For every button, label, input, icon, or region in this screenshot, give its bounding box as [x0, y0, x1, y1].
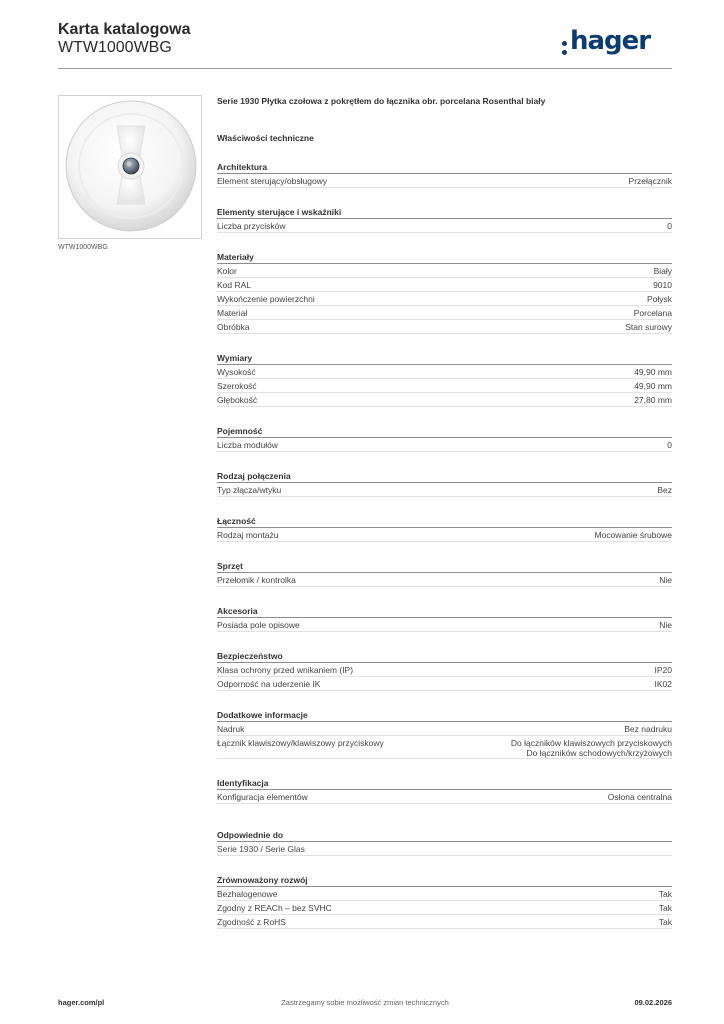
- spec-value: [659, 889, 672, 899]
- section-title: Odpowiednie do: [217, 829, 672, 842]
- spec-section: [217, 777, 672, 804]
- spec-row: [217, 292, 672, 306]
- spec-label: Przełomik / kontrolka: [217, 575, 296, 585]
- spec-value-line: Biały: [653, 266, 672, 276]
- footer-date: 09.02.2026: [634, 998, 672, 1007]
- spec-label: Głębokość: [217, 395, 258, 405]
- spec-label: Zgodność z RoHS: [217, 917, 286, 927]
- spec-value: [659, 620, 672, 630]
- spec-label: Szerokość: [217, 381, 257, 391]
- section-title: Identyfikacja: [217, 777, 672, 790]
- spec-value-line: 27,80 mm: [634, 395, 672, 405]
- spec-value: [653, 280, 672, 290]
- spec-label: Materiał: [217, 308, 248, 318]
- spec-value: [659, 575, 672, 585]
- product-image: [58, 95, 202, 239]
- spec-label: Łącznik klawiszowy/klawiszowy przyciskowy: [217, 738, 384, 748]
- spec-value-line: Połysk: [646, 294, 672, 304]
- spec-value-line: 49,90 mm: [634, 381, 672, 391]
- spec-value: [667, 221, 672, 231]
- spec-section: [217, 874, 672, 929]
- spec-row: [217, 483, 672, 497]
- spec-value-line: 9010: [653, 280, 672, 290]
- spec-value: [659, 917, 672, 927]
- spec-row: [217, 677, 672, 691]
- spec-section: [217, 206, 672, 233]
- spec-value-line: Nie: [659, 575, 672, 585]
- logo-dots-icon: [562, 39, 567, 56]
- spec-row: [217, 320, 672, 334]
- rotary-switch-plate-icon: [59, 96, 201, 238]
- section-title: Akcesoria: [217, 605, 672, 618]
- section-title: Bezpieczeństwo: [217, 650, 672, 663]
- spec-row: [217, 722, 672, 736]
- spec-section: [217, 352, 672, 407]
- section-title: Materiały: [217, 251, 672, 264]
- product-code: WTW1000WBG: [58, 39, 172, 56]
- spec-section: [217, 829, 672, 856]
- product-description: Serie 1930 Płytka czołowa z pokrętłem do łącznika obr. porcelana Rosenthal biały: [217, 96, 546, 106]
- section-title: Dodatkowe informacje: [217, 709, 672, 722]
- spec-value-line: Stan surowy: [625, 322, 672, 332]
- spec-row: [217, 842, 672, 856]
- spec-value-line: Do łączników schodowych/krzyżowych: [526, 748, 672, 758]
- spec-row: [217, 573, 672, 587]
- spec-value-line: 0: [667, 440, 672, 450]
- spec-row: [217, 306, 672, 320]
- spec-label: Rodzaj montażu: [217, 530, 279, 540]
- spec-section: [217, 251, 672, 334]
- spec-value-line: IK02: [654, 679, 672, 689]
- spec-row: [217, 379, 672, 393]
- spec-label: Odporność na uderzenie IK: [217, 679, 321, 689]
- spec-value: [654, 266, 672, 276]
- spec-section: [217, 515, 672, 542]
- spec-label: Obróbka: [217, 322, 250, 332]
- spec-row: [217, 618, 672, 632]
- spec-section: [217, 161, 672, 188]
- spec-row: [217, 264, 672, 278]
- spec-value: [595, 530, 672, 540]
- spec-value-line: IP20: [654, 665, 672, 675]
- spec-section: [217, 425, 672, 452]
- spec-value: [655, 665, 673, 675]
- spec-value-line: Przełącznik: [628, 176, 672, 186]
- spec-value-line: Nie: [659, 620, 672, 630]
- spec-value-line: Osłona centralna: [607, 792, 672, 802]
- spec-value-line: Bez nadruku: [624, 724, 672, 734]
- spec-row: [217, 278, 672, 292]
- spec-row: [217, 663, 672, 677]
- spec-sections: [217, 161, 672, 929]
- footer-website-link[interactable]: hager.com/pl: [58, 998, 105, 1007]
- spec-row: [217, 736, 672, 759]
- spec-row: [217, 365, 672, 379]
- spec-value: [634, 395, 672, 405]
- spec-section: [217, 650, 672, 691]
- spec-label: Posiada pole opisowe: [217, 620, 300, 630]
- spec-section: [217, 560, 672, 587]
- spec-value: [511, 738, 672, 758]
- spec-value: [629, 176, 672, 186]
- spec-row: [217, 887, 672, 901]
- specs-content: [217, 96, 672, 929]
- section-title: Wymiary: [217, 352, 672, 365]
- spec-label: Kod RAL: [217, 280, 252, 290]
- spec-value: [667, 440, 672, 450]
- spec-row: [217, 438, 672, 452]
- spec-value-line: Porcelana: [633, 308, 672, 318]
- spec-label: Typ złącza/wtyku: [217, 485, 282, 495]
- spec-value-line: 49,90 mm: [634, 367, 672, 377]
- section-title: Architektura: [217, 161, 672, 174]
- spec-value-line: Tak: [658, 917, 672, 927]
- section-title: Łączność: [217, 515, 672, 528]
- spec-row: [217, 219, 672, 233]
- spec-value: [634, 381, 672, 391]
- spec-value: [624, 724, 672, 734]
- document-title: Karta katalogowa: [58, 21, 191, 38]
- spec-value-line: Do łączników klawiszowych przyciskowych: [510, 738, 672, 748]
- spec-label: Klasa ochrony przed wnikaniem (IP): [217, 665, 354, 675]
- spec-label: Bezhalogenowe: [217, 889, 278, 899]
- spec-value-line: Bez: [657, 485, 672, 495]
- spec-label: Liczba modułów: [217, 440, 278, 450]
- page-header: [58, 20, 672, 69]
- spec-label: Element sterujący/obsługowy: [217, 176, 328, 186]
- spec-section: [217, 470, 672, 497]
- section-title: Zrównoważony rozwój: [217, 874, 672, 887]
- properties-title: Właściwości techniczne: [217, 133, 314, 143]
- spec-section: [217, 605, 672, 632]
- hager-logo: [562, 26, 672, 60]
- spec-row: [217, 528, 672, 542]
- spec-label: Serie 1930 / Serie Glas: [217, 844, 305, 854]
- spec-value: [647, 294, 672, 304]
- spec-value: [657, 485, 672, 495]
- spec-row: [217, 174, 672, 188]
- footer-disclaimer: Zastrzegamy sobie możliwość zmian technicznych: [281, 998, 449, 1007]
- spec-label: Nadruk: [217, 724, 245, 734]
- section-title: Sprzęt: [217, 560, 672, 573]
- spec-row: [217, 915, 672, 929]
- spec-row: [217, 790, 672, 804]
- spec-value: [608, 792, 672, 802]
- spec-row: [217, 901, 672, 915]
- spec-value: [659, 903, 672, 913]
- spec-label: Wysokość: [217, 367, 256, 377]
- section-title: Elementy sterujące i wskaźniki: [217, 206, 672, 219]
- spec-label: Wykończenie powierzchni: [217, 294, 315, 304]
- spec-value-line: 0: [667, 221, 672, 231]
- spec-value: [625, 322, 672, 332]
- spec-label: Konfiguracja elementów: [217, 792, 308, 802]
- spec-label: Zgodny z REACh – bez SVHC: [217, 903, 332, 913]
- spec-label: Kolor: [217, 266, 237, 276]
- spec-value: [655, 679, 673, 689]
- spec-value-line: Tak: [658, 903, 672, 913]
- product-image-caption: WTW1000WBG: [58, 244, 108, 251]
- section-title: Pojemność: [217, 425, 672, 438]
- spec-label: Liczba przycisków: [217, 221, 286, 231]
- spec-value: [634, 308, 672, 318]
- spec-value-line: Mocowanie śrubowe: [594, 530, 672, 540]
- spec-row: [217, 393, 672, 407]
- spec-section: [217, 709, 672, 759]
- section-title: Rodzaj połączenia: [217, 470, 672, 483]
- spec-value: [634, 367, 672, 377]
- spec-value-line: Tak: [658, 889, 672, 899]
- logo-text: hager: [570, 26, 651, 56]
